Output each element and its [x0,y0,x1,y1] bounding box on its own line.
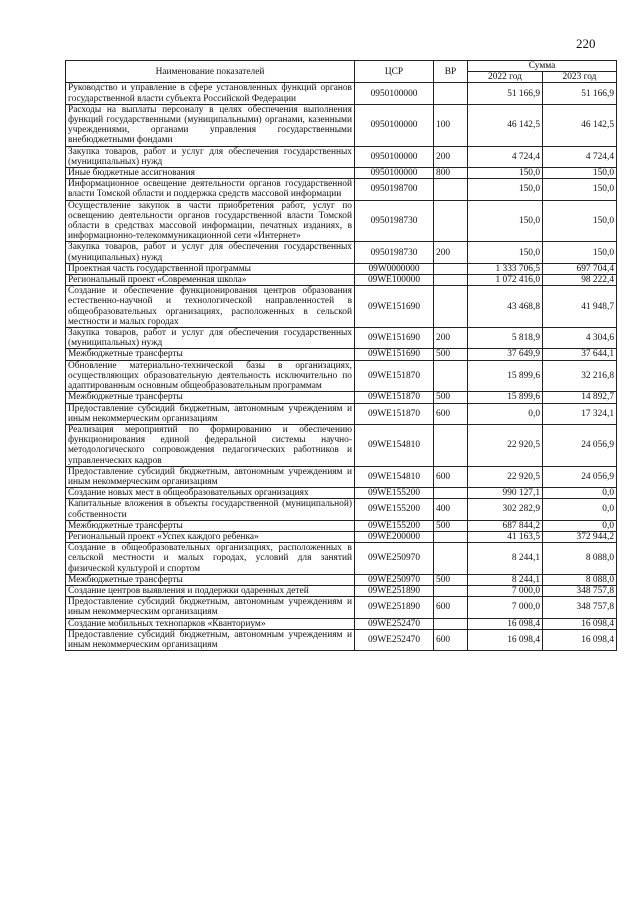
table-row [66,424,617,466]
row-amount-2023-cell: 32 216,8 [543,360,617,392]
row-name-cell: Информационное освещение деятельности органов государственной власти Томской области и поддержка средств массовой информации [66,179,355,200]
row-amount-2022-cell: 15 899,6 [468,360,543,392]
row-csr-cell: 09WE151690 [355,328,434,349]
row-vr-cell [434,543,468,575]
row-vr-cell [434,488,468,499]
row-vr-cell: 600 [434,403,468,424]
table-row [66,242,617,263]
row-amount-2022-cell: 15 899,6 [468,392,543,403]
row-name-cell: Закупка товаров, работ и услуг для обеспечения государственных (муниципальных) нужд [66,146,355,167]
row-vr-cell: 400 [434,499,468,520]
row-amount-2023-cell: 16 098,4 [543,618,617,629]
row-name-cell: Межбюджетные трансферты [66,349,355,360]
row-name-cell: Предоставление субсидий бюджетным, автономным учреждениям и иным некоммерческим организациям [66,466,355,487]
table-row [66,618,617,629]
row-csr-cell: 09WE252470 [355,629,434,650]
row-name-cell: Создание и обеспечение функционирования центров образования естественно-научной и технологической направленностей в общеобразовательных организациях, расположенных в сельской местности и малых городах [66,286,355,328]
row-vr-cell: 200 [434,242,468,263]
table-row [66,104,617,146]
header-vr: ВР [434,61,468,83]
table-row [66,286,617,328]
row-vr-cell: 600 [434,466,468,487]
row-name-cell: Создание мобильных технопарков «Кванториум» [66,618,355,629]
table-row [66,597,617,618]
table-row [66,168,617,179]
row-name-cell: Региональный проект «Современная школа» [66,275,355,286]
row-csr-cell: 09W0000000 [355,263,434,274]
row-amount-2023-cell: 98 222,4 [543,275,617,286]
row-amount-2023-cell: 14 892,7 [543,392,617,403]
row-amount-2022-cell: 8 244,1 [468,574,543,585]
row-amount-2023-cell: 8 088,0 [543,574,617,585]
row-amount-2022-cell: 46 142,5 [468,104,543,146]
row-vr-cell: 500 [434,392,468,403]
table-row [66,574,617,585]
row-amount-2022-cell: 41 163,5 [468,531,543,542]
row-amount-2023-cell: 37 644,1 [543,349,617,360]
table-row [66,263,617,274]
row-vr-cell: 600 [434,597,468,618]
row-vr-cell [434,275,468,286]
row-amount-2022-cell: 7 000,0 [468,597,543,618]
row-amount-2022-cell: 0,0 [468,403,543,424]
table-row [66,349,617,360]
row-name-cell: Межбюджетные трансферты [66,392,355,403]
row-amount-2022-cell: 7 000,0 [468,585,543,596]
row-csr-cell: 09WE252470 [355,618,434,629]
row-amount-2023-cell: 24 056,9 [543,466,617,487]
row-csr-cell: 09WE250970 [355,543,434,575]
row-name-cell: Создание в общеобразовательных организациях, расположенных в сельской местности и малых городах, условий для занятий физической культурой и спортом [66,543,355,575]
row-csr-cell: 09WE151870 [355,403,434,424]
row-csr-cell: 09WE154810 [355,424,434,466]
table-row [66,629,617,650]
row-name-cell: Региональный проект «Успех каждого ребенка» [66,531,355,542]
row-csr-cell: 0950100000 [355,83,434,104]
row-csr-cell: 09WE200000 [355,531,434,542]
row-amount-2022-cell: 1 333 706,5 [468,263,543,274]
row-vr-cell: 800 [434,168,468,179]
row-amount-2022-cell: 990 127,1 [468,488,543,499]
row-name-cell: Предоставление субсидий бюджетным, автономным учреждениям и иным некоммерческим организациям [66,629,355,650]
row-amount-2022-cell: 687 844,2 [468,520,543,531]
row-amount-2023-cell: 150,0 [543,242,617,263]
row-vr-cell: 200 [434,146,468,167]
row-amount-2022-cell: 43 468,8 [468,286,543,328]
row-csr-cell: 09WE151690 [355,286,434,328]
table-row [66,83,617,104]
row-name-cell: Осуществление закупок в части приобретения работ, услуг по освещению деятельности органов государственной власти Томской области в средствах массовой информации, печатных изданиях, в информационно-телекоммуникационной сети «Интернет» [66,200,355,242]
row-amount-2022-cell: 37 649,9 [468,349,543,360]
row-amount-2023-cell: 372 944,2 [543,531,617,542]
row-csr-cell: 09WE151870 [355,392,434,403]
row-amount-2023-cell: 41 948,7 [543,286,617,328]
row-amount-2022-cell: 16 098,4 [468,618,543,629]
table-row [66,466,617,487]
row-vr-cell [434,83,468,104]
row-csr-cell: 09WE155200 [355,520,434,531]
row-amount-2023-cell: 348 757,8 [543,585,617,596]
row-amount-2023-cell: 46 142,5 [543,104,617,146]
row-amount-2022-cell: 22 920,5 [468,424,543,466]
row-amount-2022-cell: 51 166,9 [468,83,543,104]
row-name-cell: Предоставление субсидий бюджетным, автономным учреждениям и иным некоммерческим организациям [66,403,355,424]
row-amount-2022-cell: 1 072 416,0 [468,275,543,286]
row-amount-2023-cell: 8 088,0 [543,543,617,575]
row-amount-2022-cell: 16 098,4 [468,629,543,650]
row-name-cell: Расходы на выплаты персоналу в целях обеспечения выполнения функций государственными (муниципальными) органами, казенными учреждениями, органами управления государственными внебюджетными фондами [66,104,355,146]
row-amount-2022-cell: 22 920,5 [468,466,543,487]
header-year-2022: 2022 год [468,72,543,83]
row-vr-cell: 100 [434,104,468,146]
row-name-cell: Межбюджетные трансферты [66,574,355,585]
table-row [66,146,617,167]
table-row [66,520,617,531]
table-row [66,392,617,403]
row-name-cell: Обновление материально-технической базы в организациях, осуществляющих образовательную деятельность исключительно по адаптированным основным общеобразовательным программам [66,360,355,392]
row-name-cell: Иные бюджетные ассигнования [66,168,355,179]
row-amount-2023-cell: 51 166,9 [543,83,617,104]
row-amount-2023-cell: 0,0 [543,488,617,499]
row-name-cell: Проектная часть государственной программы [66,263,355,274]
row-amount-2022-cell: 4 724,4 [468,146,543,167]
table-row [66,360,617,392]
row-name-cell: Капитальные вложения в объекты государственной (муниципальной) собственности [66,499,355,520]
page-number: 220 [576,36,596,51]
row-amount-2023-cell: 697 704,4 [543,263,617,274]
row-csr-cell: 0950100000 [355,104,434,146]
row-amount-2023-cell: 348 757,8 [543,597,617,618]
row-csr-cell: 0950198730 [355,200,434,242]
table-row [66,585,617,596]
header-name: Наименование показателей [66,61,355,83]
row-vr-cell: 200 [434,328,468,349]
row-amount-2023-cell: 0,0 [543,520,617,531]
row-csr-cell: 0950100000 [355,168,434,179]
row-vr-cell: 500 [434,574,468,585]
row-name-cell: Создание новых мест в общеобразовательных организациях [66,488,355,499]
header-sum: Сумма [468,61,617,72]
row-csr-cell: 0950198700 [355,179,434,200]
table-row [66,499,617,520]
table-row [66,543,617,575]
row-name-cell: Межбюджетные трансферты [66,520,355,531]
row-vr-cell [434,263,468,274]
row-amount-2022-cell: 5 818,9 [468,328,543,349]
row-vr-cell [434,585,468,596]
row-name-cell: Закупка товаров, работ и услуг для обеспечения государственных (муниципальных) нужд [66,328,355,349]
header-year-2023: 2023 год [543,72,617,83]
row-amount-2022-cell: 150,0 [468,168,543,179]
row-vr-cell [434,286,468,328]
row-csr-cell: 0950198730 [355,242,434,263]
row-vr-cell [434,360,468,392]
table-row [66,179,617,200]
row-amount-2023-cell: 150,0 [543,200,617,242]
row-amount-2023-cell: 17 324,1 [543,403,617,424]
row-csr-cell: 09WE100000 [355,275,434,286]
table-row [66,531,617,542]
row-csr-cell: 0950100000 [355,146,434,167]
row-vr-cell [434,179,468,200]
row-vr-cell [434,200,468,242]
row-amount-2022-cell: 150,0 [468,200,543,242]
row-csr-cell: 09WE251890 [355,597,434,618]
table-header [66,61,617,83]
row-amount-2023-cell: 4 304,6 [543,328,617,349]
row-amount-2023-cell: 150,0 [543,168,617,179]
row-amount-2022-cell: 8 244,1 [468,543,543,575]
row-amount-2023-cell: 24 056,9 [543,424,617,466]
table-row [66,328,617,349]
budget-table [65,60,617,651]
row-name-cell: Реализация мероприятий по формированию и обеспечению функционирования единой федеральной системы научно-методологического сопровождения педагогических работников и управленческих кадров [66,424,355,466]
row-vr-cell [434,618,468,629]
row-csr-cell: 09WE155200 [355,499,434,520]
row-amount-2023-cell: 150,0 [543,179,617,200]
table-row [66,403,617,424]
row-name-cell: Руководство и управление в сфере установленных функций органов государственной власти субъекта Российской Федерации [66,83,355,104]
row-amount-2022-cell: 302 282,9 [468,499,543,520]
table-row [66,275,617,286]
row-csr-cell: 09WE151690 [355,349,434,360]
row-amount-2023-cell: 0,0 [543,499,617,520]
table-row [66,488,617,499]
row-vr-cell: 500 [434,520,468,531]
row-csr-cell: 09WE154810 [355,466,434,487]
row-vr-cell [434,424,468,466]
row-amount-2023-cell: 4 724,4 [543,146,617,167]
row-name-cell: Предоставление субсидий бюджетным, автономным учреждениям и иным некоммерческим организациям [66,597,355,618]
row-csr-cell: 09WE151870 [355,360,434,392]
row-name-cell: Закупка товаров, работ и услуг для обеспечения государственных (муниципальных) нужд [66,242,355,263]
table-row [66,200,617,242]
row-amount-2023-cell: 16 098,4 [543,629,617,650]
row-vr-cell: 500 [434,349,468,360]
header-csr: ЦСР [355,61,434,83]
row-vr-cell: 600 [434,629,468,650]
row-csr-cell: 09WE250970 [355,574,434,585]
row-csr-cell: 09WE251890 [355,585,434,596]
row-vr-cell [434,531,468,542]
row-amount-2022-cell: 150,0 [468,179,543,200]
row-amount-2022-cell: 150,0 [468,242,543,263]
row-name-cell: Создание центров выявления и поддержки одаренных детей [66,585,355,596]
row-csr-cell: 09WE155200 [355,488,434,499]
table-body [66,83,617,651]
